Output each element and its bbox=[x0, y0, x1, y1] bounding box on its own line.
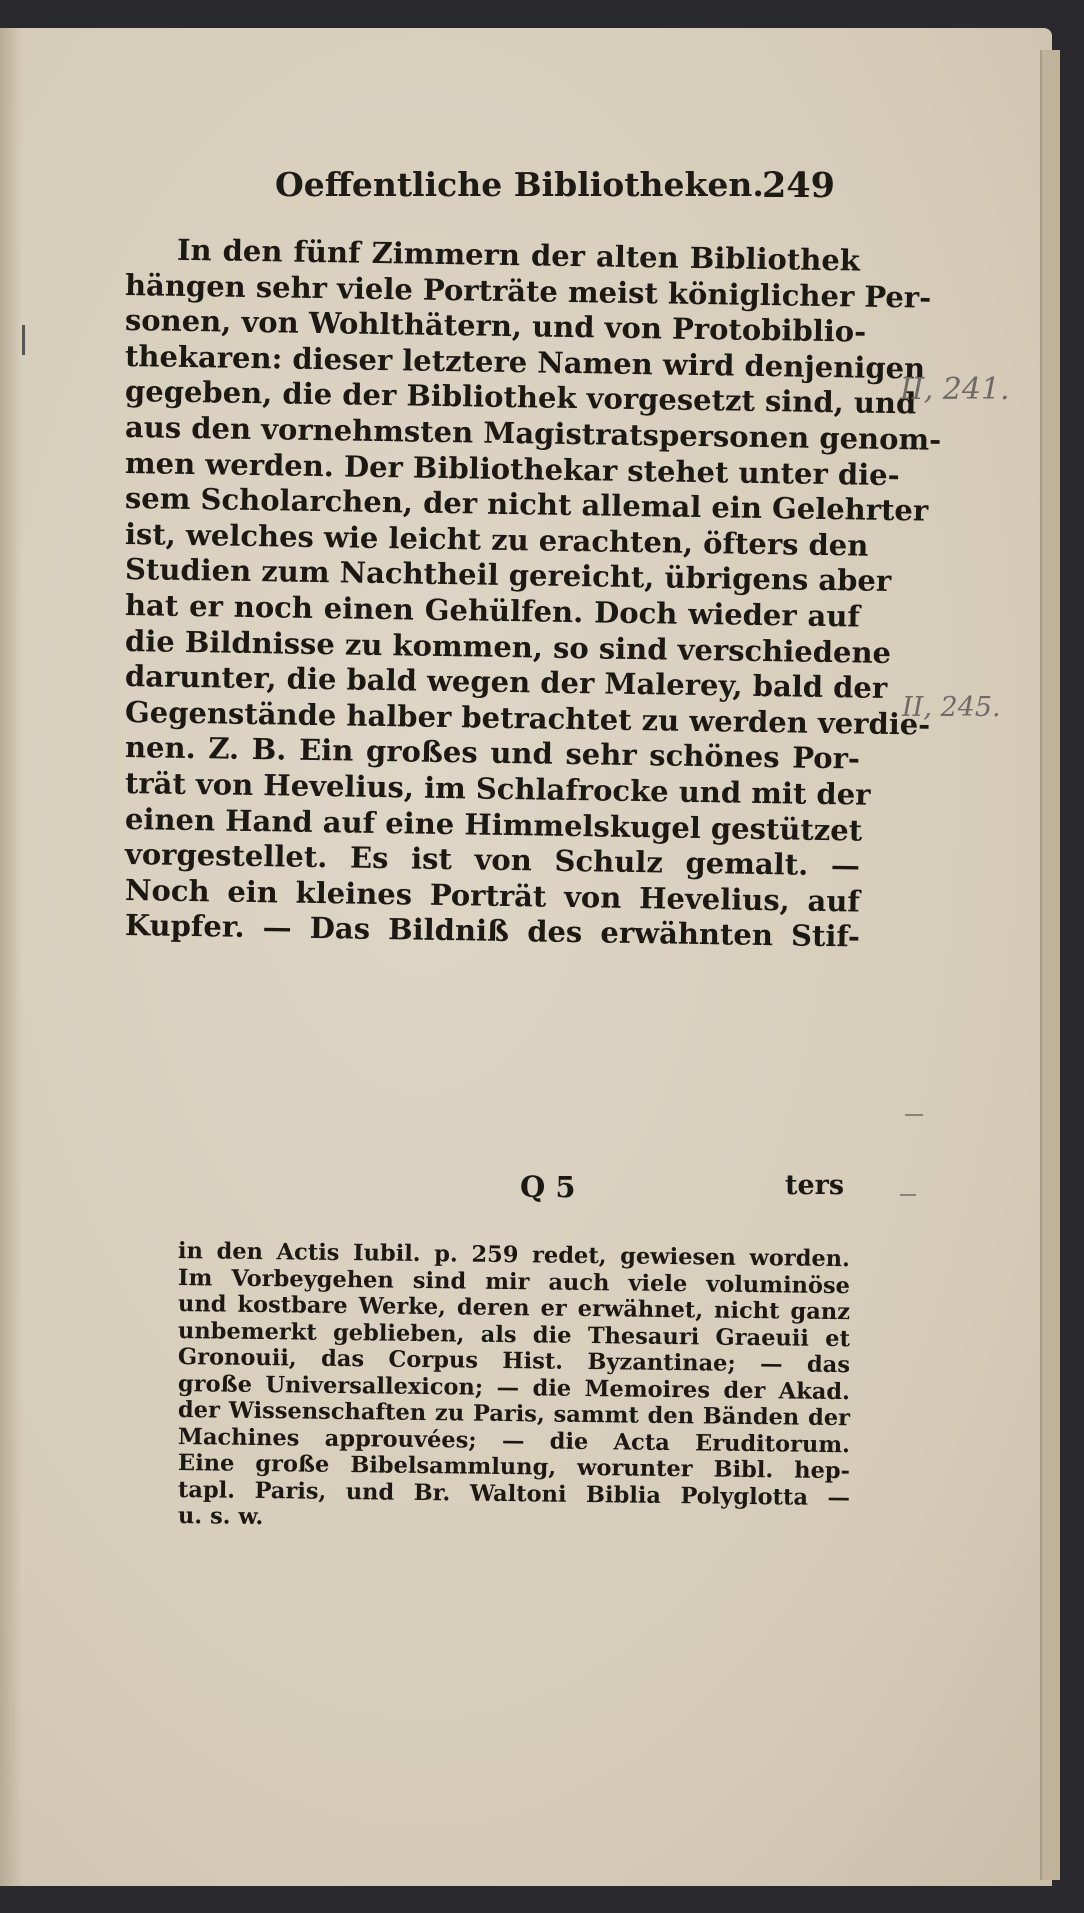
margin-dash bbox=[900, 1194, 916, 1196]
page-number: 249 bbox=[761, 165, 835, 206]
text-line: aus den vornehmsten Magistratspersonen genom- bbox=[124, 409, 942, 457]
catchword: ters bbox=[785, 1170, 845, 1201]
footnote-line: der Wissenschaften zu Paris, sammt den Bänden der bbox=[177, 1397, 851, 1432]
text-line: Studien zum Nachtheil gereicht, übrigens aber bbox=[124, 552, 892, 599]
text-line: gegeben, die der Bibliothek vorgesetzt sind, und bbox=[124, 374, 917, 421]
signature-mark: Q 5 bbox=[520, 1170, 576, 1204]
footnote-line: Eine große Bibelsammlung, worunter Bibl. hep- bbox=[177, 1450, 851, 1485]
text-line: darunter, die bald wegen der Malerey, bald der bbox=[124, 659, 888, 706]
footnote-line: Machines approuvées; — die Acta Eruditorum. bbox=[177, 1423, 851, 1458]
text-line: men werden. Der Bibliothekar stehet unter die- bbox=[124, 445, 900, 492]
footnote-line: Im Vorbeygehen sind mir auch viele voluminöse bbox=[177, 1264, 851, 1299]
text-line: Gegenstände halber betrachtet zu werden verdie- bbox=[124, 694, 931, 742]
gutter-shadow bbox=[0, 28, 22, 1886]
margin-mark bbox=[22, 325, 25, 355]
margin-note: II, 245. bbox=[902, 692, 1001, 723]
footnote-line: tapl. Paris, und Br. Waltoni Biblia Polyglotta — bbox=[177, 1476, 851, 1511]
text-line: vorgestellet. Es ist von Schulz gemalt. — bbox=[124, 837, 861, 883]
main-text bbox=[124, 232, 942, 954]
text-line: sem Scholarchen, der nicht allemal ein Gelehrter bbox=[124, 481, 929, 528]
text-line: hat er noch einen Gehülfen. Doch wieder auf bbox=[124, 587, 861, 634]
text-line: ist, welches wie leicht zu erachten, öfters den bbox=[124, 516, 869, 563]
footnote-line: u. s. w. bbox=[177, 1503, 264, 1531]
footnote bbox=[178, 1238, 850, 1530]
text-line: nen. Z. B. Ein großes und sehr schönes Por- bbox=[124, 730, 861, 776]
running-header bbox=[275, 165, 835, 215]
text-line: hängen sehr viele Porträte meist königlicher Per- bbox=[124, 267, 932, 315]
text-line: trät von Hevelius, im Schlafrocke und mit der bbox=[124, 765, 871, 812]
footnote-line: große Universallexicon; — die Memoires der Akad. bbox=[177, 1370, 851, 1405]
text-line: In den fünf Zimmern der alten Bibliothek bbox=[176, 232, 861, 278]
footnote-line: Gronouii, das Corpus Hist. Byzantinae; — das bbox=[177, 1344, 851, 1379]
footnote-line: und kostbare Werke, deren er erwähnet, nicht ganz bbox=[177, 1291, 851, 1326]
footnote-line: unbemerkt geblieben, als die Thesauri Graeuii et bbox=[177, 1317, 851, 1352]
text-line: einen Hand auf eine Himmelskugel gestützet bbox=[124, 801, 863, 848]
text-line: Noch ein kleines Porträt von Hevelius, auf bbox=[124, 872, 861, 919]
running-title: Oeffentliche Bibliotheken. bbox=[275, 165, 764, 204]
text-line: Kupfer. — Das Bildniß des erwähnten Stif- bbox=[124, 908, 861, 954]
text-line: thekaren: dieser letztere Namen wird denjenigen bbox=[124, 338, 926, 386]
footnote-line: in den Actis Iubil. p. 259 redet, gewiesen worden. bbox=[177, 1238, 851, 1273]
page-edge bbox=[1040, 50, 1060, 1880]
margin-dash bbox=[905, 1114, 923, 1116]
text-line: sonen, von Wohlthätern, und von Protobiblio- bbox=[124, 303, 867, 349]
text-line: die Bildnisse zu kommen, so sind verschiedene bbox=[124, 623, 892, 670]
margin-note: II, 241. bbox=[900, 372, 1010, 407]
